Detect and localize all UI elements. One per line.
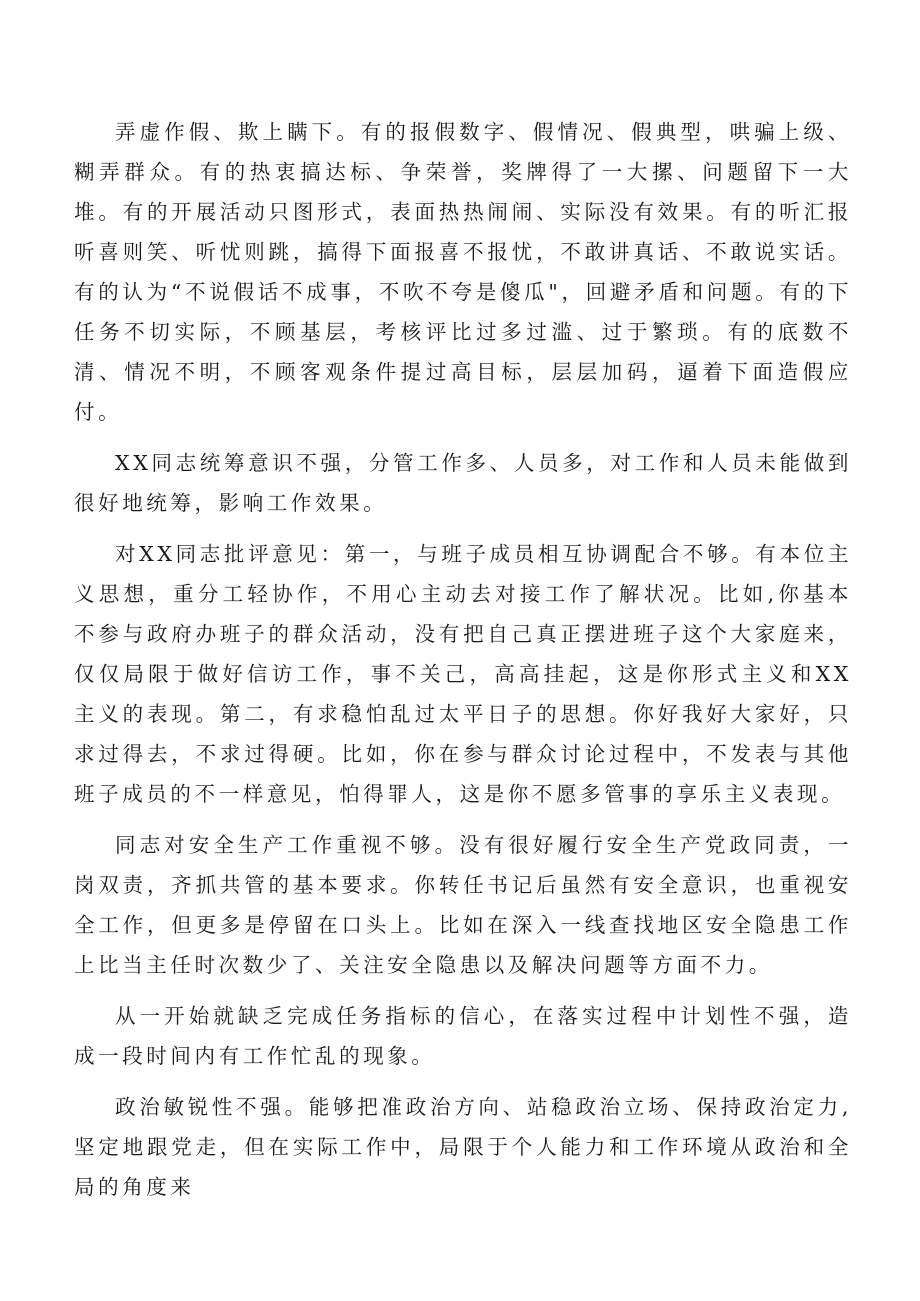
paragraph-safety: 同志对安全生产工作重视不够。没有很好履行安全生产党政同责，一岗双责，齐抓共管的基本要求。你转任书记后虽然有安全意识，也重视安全工作，但更多是停留在口头上。比如在深入一线查找地区安全隐患工作上比当主任时次数少了、关注安全隐患以及解决问题等方面不力。 [74,833,852,977]
paragraph-criticism: 对XX同志批评意见：第一，与班子成员相互协调配合不够。有本位主义思想，重分工轻协作，不用心主动去对接工作了解状况。比如,你基本不参与政府办班子的群众活动，没有把自己真正摆进班子这个大家庭来，仅仅局限于做好信访工作，事不关己，高高挂起，这是你形式主义和XX主义的表现。第二，有求稳怕乱过太平日子的思想。你好我好大家好，只求过得去，不求过得硬。比如，你在参与群众讨论过程中，不发表与其他班子成员的不一样意见，怕得罪人，这是你不愿多管事的享乐主义表现。 [74,542,852,806]
paragraph-coordination: XX同志统筹意识不强，分管工作多、人员多，对工作和人员未能做到很好地统筹，影响工作效果。 [74,451,852,515]
paragraph-political: 政治敏锐性不强。能够把准政治方向、站稳政治立场、保持政治定力,坚定地跟党走，但在实际工作中，局限于个人能力和工作环境从政治和全局的角度来 [74,1095,852,1199]
document-body [74,112,852,1218]
paragraph-confidence: 从一开始就缺乏完成任务指标的信心，在落实过程中计划性不强，造成一段时间内有工作忙乱的现象。 [74,1004,852,1068]
paragraph-fraud: 弄虚作假、欺上瞒下。有的报假数字、假情况、假典型，哄骗上级、糊弄群众。有的热衷搞达标、争荣誉，奖牌得了一大摞、问题留下一大堆。有的开展活动只图形式，表面热热闹闹、实际没有效果。有的听汇报听喜则笑、听忧则跳，搞得下面报喜不报忧，不敢讲真话、不敢说实话。有的认为“不说假话不成事，不吹不夸是傻瓜"，回避矛盾和问题。有的下任务不切实际，不顾基层，考核评比过多过滥、过于繁琐。有的底数不清、情况不明，不顾客观条件提过高目标，层层加码，逼着下面造假应付。 [74,120,852,424]
